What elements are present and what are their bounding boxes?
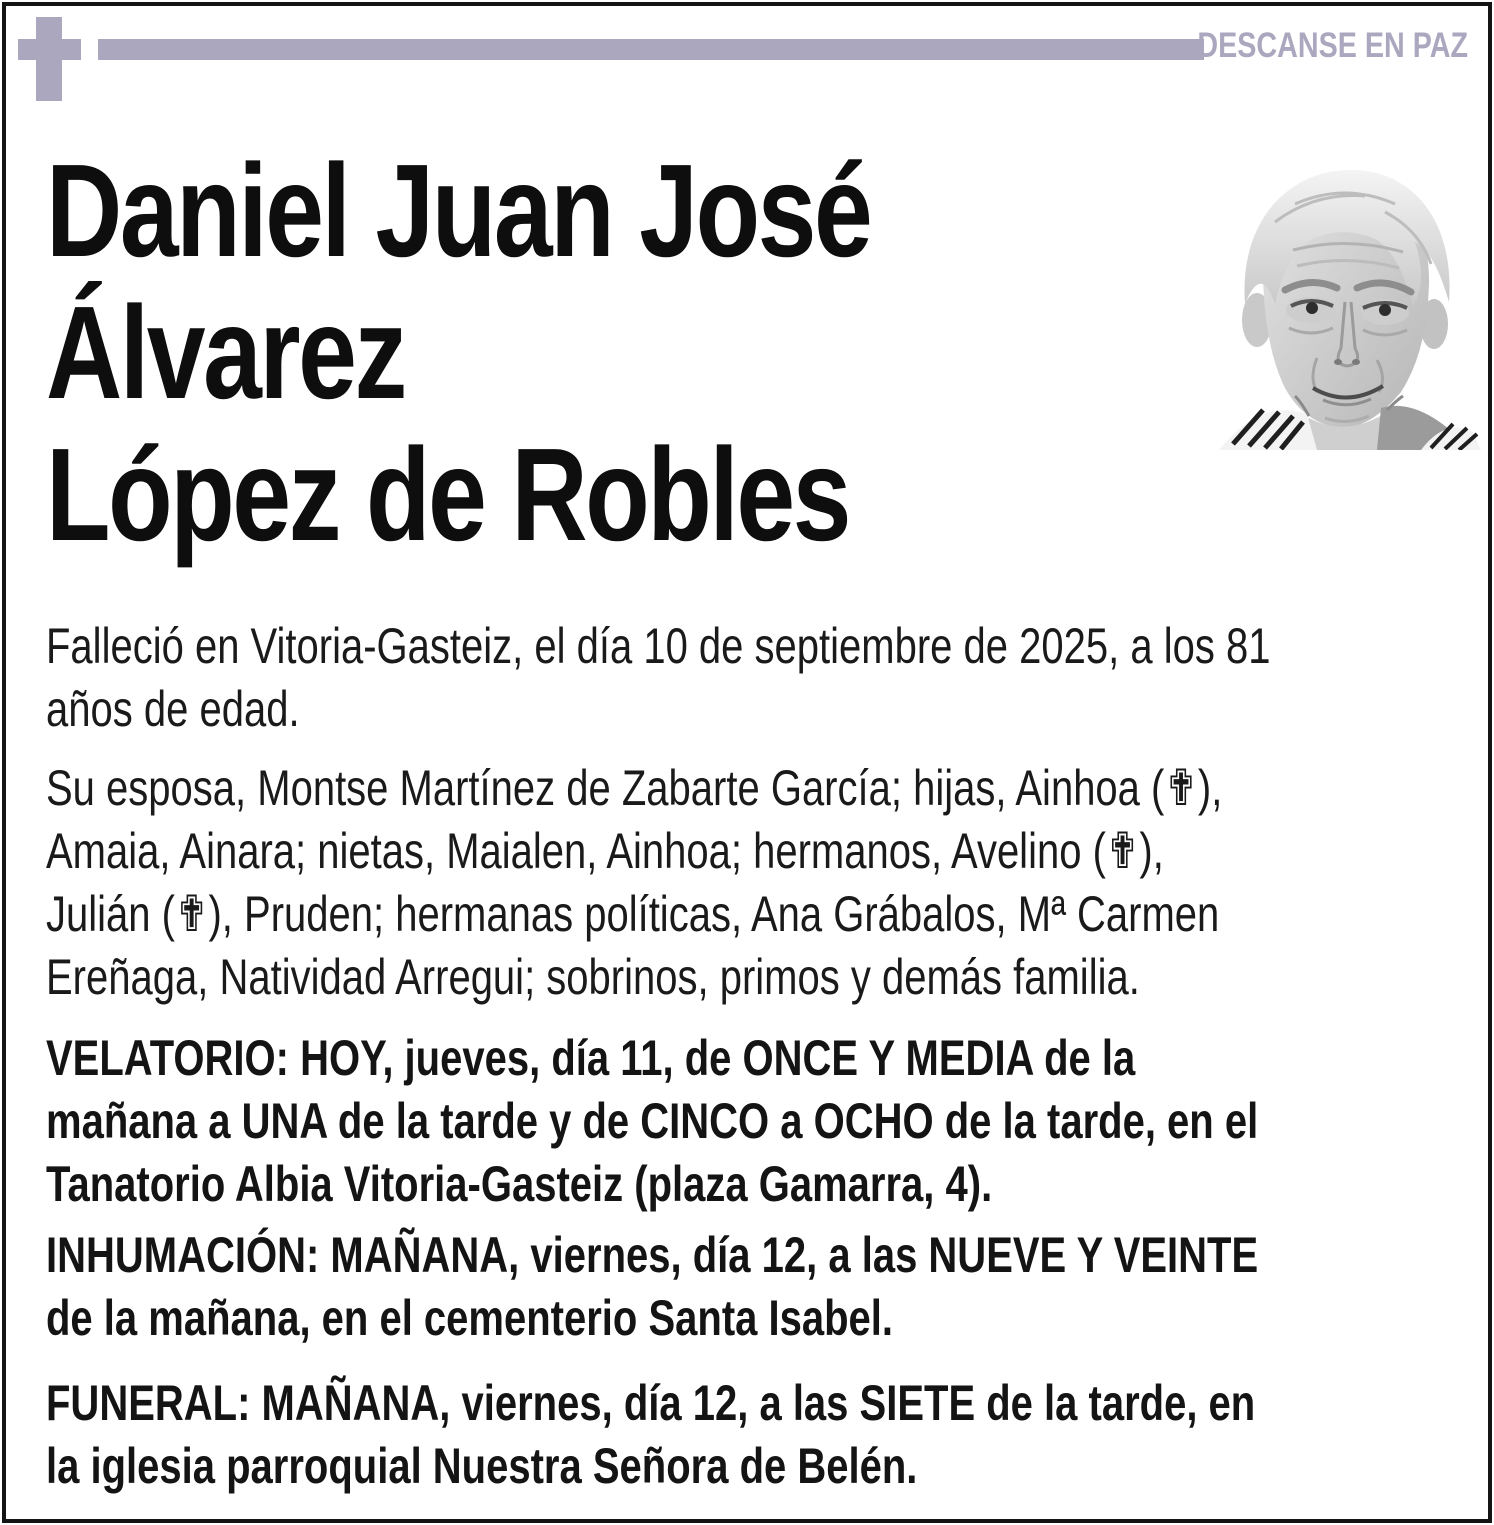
text-line: mañana a UNA de la tarde y de CINCO a OCHO de la tarde, en el [46,1093,1259,1149]
family-notice [46,757,1486,1009]
text-line: años de edad. [46,681,300,737]
text-line: Falleció en Vitoria-Gasteiz, el día 10 de septiembre de 2025, a los 81 [46,618,1271,674]
rip-text: DESCANSE EN PAZ [1197,26,1468,65]
text-line: Daniel Juan José [46,137,871,284]
burial-info [46,1224,1486,1350]
text-line: Su esposa, Montse Martínez de Zabarte García; hijas, Ainhoa (✟), [46,760,1223,816]
text-line: López de Robles [46,421,850,568]
text-line: INHUMACIÓN: MAÑANA, viernes, día 12, a las NUEVE Y VEINTE [46,1227,1259,1283]
death-notice [46,615,1486,741]
latin-cross-icon [18,17,81,101]
text-line: Amaia, Ainara; nietas, Maialen, Ainhoa; hermanos, Avelino (✟), [46,823,1164,879]
deceased-name [46,137,1246,568]
text-line: de la mañana, en el cementerio Santa Isabel. [46,1290,894,1346]
text-line: la iglesia parroquial Nuestra Señora de Belén. [46,1438,918,1494]
text-line: Tanatorio Albia Vitoria-Gasteiz (plaza Gamarra, 4). [46,1156,993,1212]
text-line: Álvarez [46,279,405,426]
text-line: Julián (✟), Pruden; hermanas políticas, Ana Grábalos, Mª Carmen [46,886,1220,942]
text-line: VELATORIO: HOY, jueves, día 11, de ONCE Y MEDIA de la [46,1030,1136,1086]
header-rule [98,39,1204,60]
text-line: Ereñaga, Natividad Arregui; sobrinos, primos y demás familia. [46,949,1140,1005]
text-line: FUNERAL: MAÑANA, viernes, día 12, a las SIETE de la tarde, en [46,1375,1256,1431]
wake-info [46,1027,1486,1216]
portrait-photo [1205,152,1485,450]
funeral-info [46,1372,1486,1498]
